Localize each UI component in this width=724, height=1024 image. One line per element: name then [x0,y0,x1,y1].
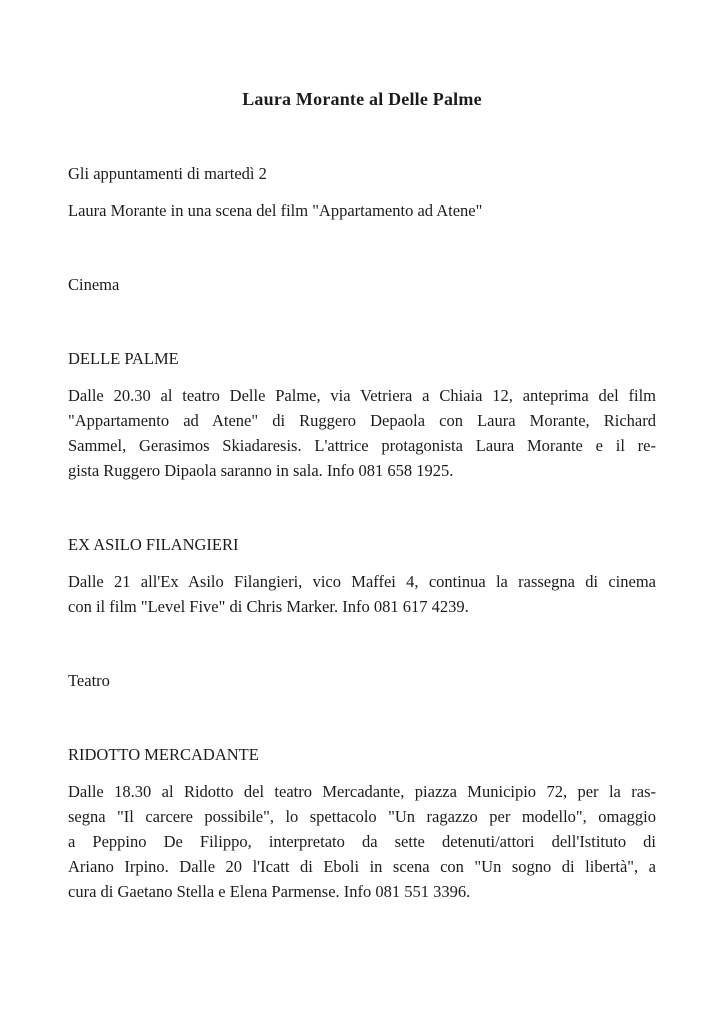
text-line: Sammel, Gerasimos Skiadaresis. L'attrice protagonista Laura Morante e il re- [68,436,656,455]
text-line: Ariano Irpino. Dalle 20 l'Icatt di Eboli in scena con "Un sogno di libertà", a [68,857,656,876]
text-line: Dalle 20.30 al teatro Delle Palme, via Vetriera a Chiaia 12, anteprima del film [68,386,656,405]
blank-line [68,495,656,520]
venue-heading-ex-asilo-filangieri: EX ASILO FILANGIERI [68,535,239,554]
category-label-cinema: Cinema [68,275,120,294]
category-label-teatro: Teatro [68,671,110,690]
blank-line [68,631,656,656]
blank-line [68,235,656,260]
text-line: Dalle 18.30 al Ridotto del teatro Mercadante, piazza Municipio 72, per la ras- [68,782,656,801]
event-description-ex-asilo [68,569,656,619]
text-line: cura di Gaetano Stella e Elena Parmense. Info 081 551 3396. [68,882,471,901]
document-title: Laura Morante al Delle Palme [242,89,482,109]
blank-line [68,705,656,730]
blank-line [68,309,656,334]
intro-line-appointments: Gli appuntamenti di martedì 2 [68,164,267,183]
blank-line [68,124,656,149]
text-line: "Appartamento ad Atene" di Ruggero Depaola con Laura Morante, Richard [68,411,656,430]
text-line: con il film "Level Five" di Chris Marker. Info 081 617 4239. [68,597,469,616]
venue-heading-ridotto-mercadante: RIDOTTO MERCADANTE [68,745,259,764]
event-description-delle-palme [68,383,656,483]
text-line: gista Ruggero Dipaola saranno in sala. Info 081 658 1925. [68,461,454,480]
event-description-ridotto-mercadante [68,779,656,904]
text-line: a Peppino De Filippo, interpretato da sette detenuti/attori dell'Istituto di [68,832,656,851]
venue-heading-delle-palme: DELLE PALME [68,349,179,368]
intro-line-photo-caption: Laura Morante in una scena del film "Appartamento ad Atene" [68,201,483,220]
text-line: segna "Il carcere possibile", lo spettacolo "Un ragazzo per modello", omaggio [68,807,656,826]
text-line: Dalle 21 all'Ex Asilo Filangieri, vico Maffei 4, continua la rassegna di cinema [68,572,656,591]
